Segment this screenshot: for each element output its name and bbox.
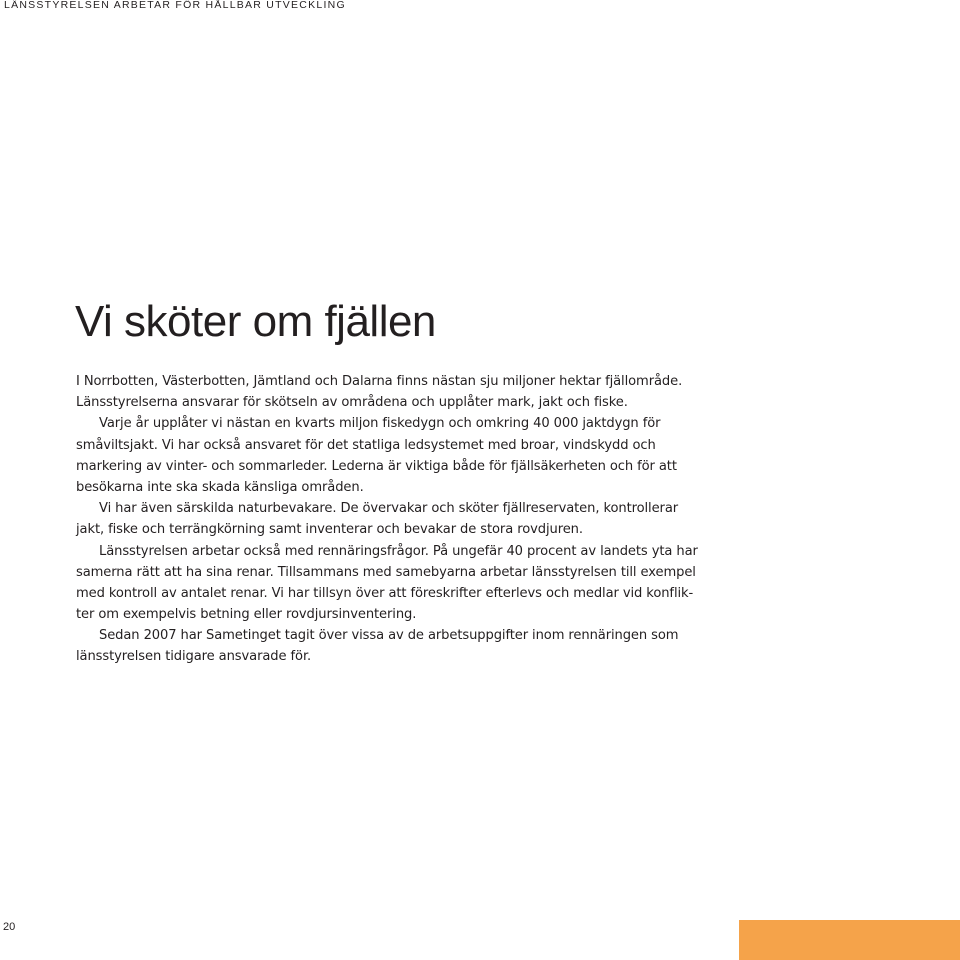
body-line: Länsstyrelserna ansvarar för skötseln av områdena och upplåter mark, jakt och fiske.	[76, 395, 628, 411]
article-body	[76, 371, 716, 668]
body-line: jakt, fiske och terrängkörning samt inventerar och bevakar de stora rovdjuren.	[76, 522, 583, 538]
body-line: Varje år upplåter vi nästan en kvarts miljon fiskedygn och omkring 40 000 jaktdygn för	[99, 416, 661, 432]
body-line: med kontroll av antalet renar. Vi har tillsyn över att föreskrifter efterlevs och medlar vid konflik-	[76, 585, 694, 601]
body-line: Länsstyrelsen arbetar också med rennäringsfrågor. På ungefär 40 procent av landets yta har	[99, 543, 698, 559]
body-line: småviltsjakt. Vi har också ansvaret för det statliga ledsystemet med broar, vindskydd och	[76, 437, 656, 453]
body-line: länsstyrelsen tidigare ansvarade för.	[76, 649, 312, 665]
running-header: LÄNSSTYRELSEN ARBETAR FÖR HÅLLBAR UTVECKLING	[4, 0, 346, 11]
body-line: Vi har även särskilda naturbevakare. De övervakar och sköter fjällreservaten, kontrollerar	[99, 501, 679, 517]
body-line: samerna rätt att ha sina renar. Tillsammans med samebyarna arbetar länsstyrelsen till exempel	[76, 564, 696, 580]
body-line: besökarna inte ska skada känsliga områden.	[76, 479, 364, 495]
footer-accent-bar	[739, 920, 960, 960]
body-line: ter om exempelvis betning eller rovdjursinventering.	[76, 607, 417, 623]
body-line: Sedan 2007 har Sametinget tagit över vissa av de arbetsuppgifter inom rennäringen som	[99, 628, 679, 644]
page-title: Vi sköter om fjällen	[75, 297, 436, 346]
body-line: markering av vinter- och sommarleder. Lederna är viktiga både för fjällsäkerheten och för att	[76, 458, 677, 474]
page-number: 20	[3, 921, 16, 933]
body-line: I Norrbotten, Västerbotten, Jämtland och Dalarna finns nästan sju miljoner hektar fjällområde.	[76, 374, 683, 389]
